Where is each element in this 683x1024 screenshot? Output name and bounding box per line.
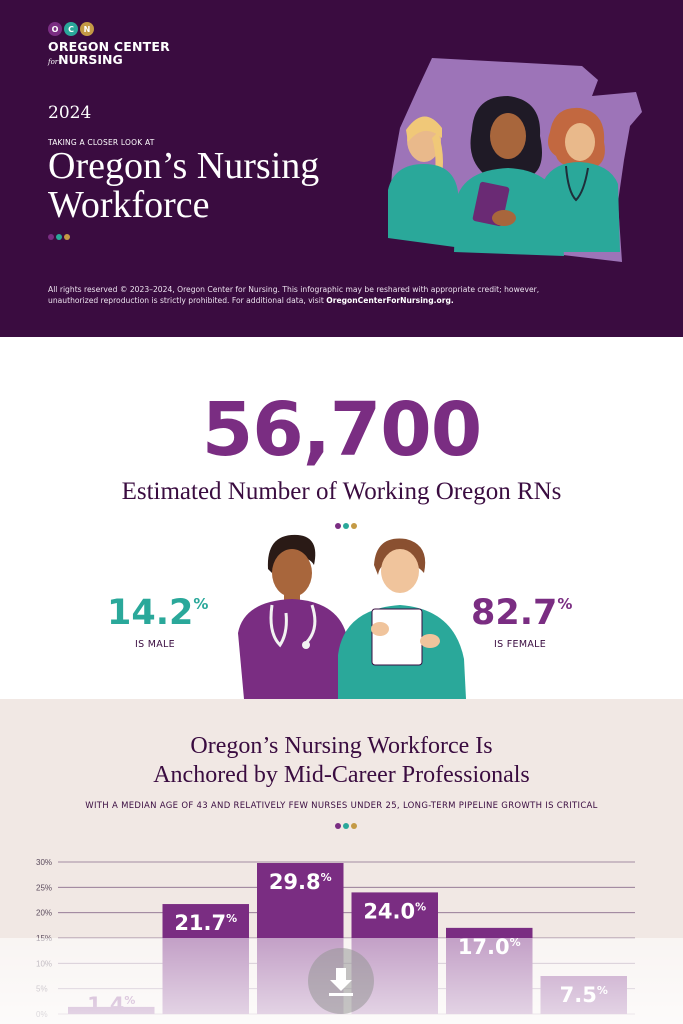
female-percent-unit: % xyxy=(557,595,573,613)
female-percent-value: 82.7 xyxy=(471,593,558,633)
logo-letter-n: N xyxy=(80,22,94,36)
rights-text: All rights reserved © 2023–2024, Oregon Center for Nursing. This infographic may be reshared with appropriate credit; however, unauthorized reproduction is strictly prohibited. For additional data, visit xyxy=(48,285,540,305)
bar-value-label: 21.7% xyxy=(174,911,238,936)
age-heading xyxy=(0,732,683,790)
bar-value-label: 29.8% xyxy=(268,870,332,895)
logo-for: for xyxy=(48,58,59,66)
website-link[interactable]: OregonCenterForNursing.org. xyxy=(326,296,454,305)
y-tick-label: 20% xyxy=(36,908,53,918)
female-label: IS FEMALE xyxy=(494,639,547,650)
logo-name-line1: OREGON CENTER xyxy=(48,39,170,54)
logo-letter-o: O xyxy=(48,22,62,36)
age-heading-line2: Anchored by Mid-Career Professionals xyxy=(153,762,530,788)
rights-notice xyxy=(48,284,588,306)
title-line1: Oregon’s Nursing xyxy=(48,145,320,187)
download-arrow-icon xyxy=(324,964,358,998)
logo-name-line2 xyxy=(48,53,170,69)
download-button[interactable] xyxy=(308,948,374,1014)
y-tick-label: 30% xyxy=(36,858,53,867)
total-rn-label: Estimated Number of Working Oregon RNs xyxy=(121,478,562,505)
male-percent-unit: % xyxy=(193,595,209,613)
male-label: IS MALE xyxy=(135,639,175,650)
male-percent-value: 14.2 xyxy=(107,593,194,633)
ocn-logo xyxy=(48,22,170,69)
bar-value-label: 24.0% xyxy=(363,899,427,924)
female-percent xyxy=(471,593,572,633)
total-rn-count: 56,700 xyxy=(201,387,482,473)
age-heading-line1: Oregon’s Nursing Workforce Is xyxy=(190,733,493,759)
title-line2: Workforce xyxy=(48,184,210,226)
kicker-text: TAKING A CLOSER LOOK AT xyxy=(48,138,155,147)
report-year: 2024 xyxy=(48,103,92,123)
page-title xyxy=(48,147,319,225)
y-tick-label: 25% xyxy=(36,883,53,893)
male-female-nurses-illustration xyxy=(228,529,473,699)
header-banner xyxy=(0,0,683,337)
logo-nursing: NURSING xyxy=(58,52,123,67)
accent-dots xyxy=(48,234,70,240)
male-percent xyxy=(107,593,208,633)
logo-circles xyxy=(48,22,170,36)
age-caption: WITH A MEDIAN AGE OF 43 AND RELATIVELY FEW NURSES UNDER 25, LONG-TERM PIPELINE GROWTH IS CRITICAL xyxy=(85,801,598,811)
accent-dots xyxy=(335,823,357,829)
oregon-nurses-illustration xyxy=(384,52,644,262)
workforce-stats-section xyxy=(0,337,683,699)
logo-letter-c: C xyxy=(64,22,78,36)
